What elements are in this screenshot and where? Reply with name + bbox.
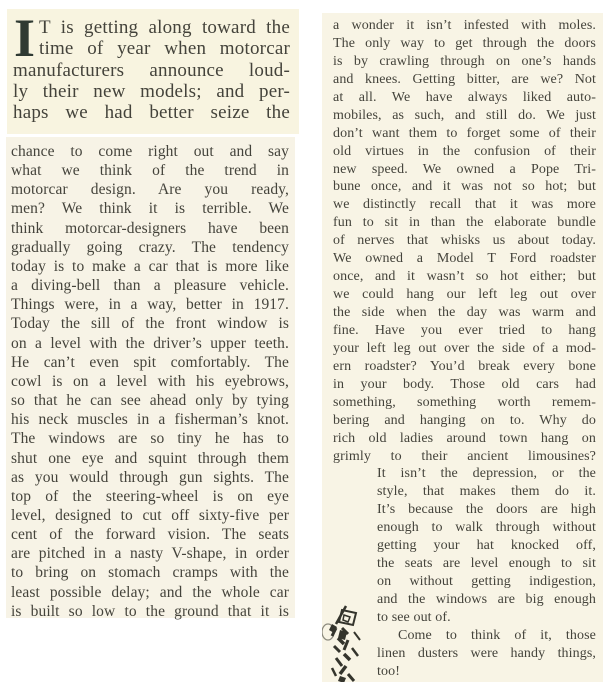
text-line: what we think of the trend in: [11, 162, 289, 180]
text-line: to see out of.: [377, 609, 451, 625]
text-line: gradually going crazy. The tendency: [11, 238, 289, 256]
text-line: in your body. Those old cars had: [333, 376, 596, 392]
text-line: as you would through gun sights. The: [11, 468, 289, 486]
text-line: Today the sill of the front window is: [11, 315, 289, 333]
text-line: at all. We have always liked auto-: [333, 89, 596, 105]
text-line: we could hang our left leg out over: [333, 287, 596, 303]
text-line: to bring on stomach cramps with the: [11, 564, 289, 582]
text-line: ly their new models; and per-: [13, 80, 290, 102]
text-line: manufacturers announce loud-: [13, 59, 290, 81]
text-line: The windows are so tiny he has to: [11, 430, 289, 448]
drop-cap-letter: I: [14, 8, 36, 68]
text-line: and knees. Getting bitter, are we? Not: [333, 71, 596, 87]
text-line: men? We think it is terrible. We: [11, 200, 289, 218]
text-line: Things were, in a way, better in 1917.: [11, 296, 289, 314]
text-line: think motorcar-designers have been: [11, 219, 289, 237]
text-line: T is getting along toward the: [39, 17, 290, 38]
text-line: The only way to get through the doors: [333, 35, 596, 51]
text-line: the side when the day was warm and: [333, 305, 596, 320]
left-column-body-block: [6, 137, 295, 618]
text-line: are pitched in a nasty V-shape, in order: [11, 545, 289, 563]
text-line: old virtues in the confusion of their: [333, 143, 596, 159]
text-line: a diving-bell than a pleasure vehicle.: [11, 277, 289, 295]
ink-sketch-illustration: [322, 604, 366, 682]
text-line: today is to make a car that is more like: [11, 257, 289, 275]
right-top-paragraph: [333, 17, 596, 465]
text-line: shut one eye and squint through them: [11, 449, 289, 467]
text-line: is by crawling through on one’s hands: [333, 53, 596, 69]
text-line: fun to sit in than the elaborate bundle: [333, 215, 596, 231]
text-line: bune once, and it was not so hot; but: [333, 179, 596, 195]
text-line: once, and it wasn’t so hot either; but: [333, 269, 596, 285]
text-line: grimly to their ancient limousines?: [333, 448, 596, 464]
text-line: style, that makes them do it.: [377, 484, 596, 500]
text-line: It isn’t the depression, or the: [377, 466, 596, 482]
text-line: your left leg out over the side of a mod-: [333, 340, 596, 356]
text-line: is built so low to the ground that it is: [11, 602, 289, 620]
text-line: his neck muscles in a fisherman’s knot.: [11, 411, 289, 429]
text-line: fine. Have you ever tried to hang: [333, 322, 596, 338]
text-line: cowl is on a level with his eyebrows,: [11, 372, 289, 390]
text-line: It’s because the doors are high: [377, 502, 596, 518]
text-line: don’t want them to forget some of their: [333, 125, 596, 141]
right-column-text: [322, 13, 603, 681]
right-column-block: [322, 13, 603, 682]
text-line: level, designed to cut off sixty-five per: [11, 506, 289, 524]
left-body-paragraph: [6, 137, 295, 621]
text-line: a wonder it isn’t infested with moles.: [333, 18, 596, 33]
text-line: linen dusters were handy things,: [377, 645, 596, 661]
text-line: mobiles, as such, and still do. We just: [333, 107, 596, 123]
text-line: chance to come right out and say: [11, 143, 289, 160]
indented-paragraph: [377, 465, 596, 626]
text-line: cent of the forward vision. The seats: [11, 526, 289, 544]
text-line: the seats are level enough to sit: [377, 556, 596, 572]
text-line: of nerves that whisks us about today.: [333, 233, 596, 249]
text-line: haps we had better seize the: [13, 102, 290, 124]
text-line: on a level with the driver’s upper teeth.: [11, 334, 289, 352]
text-line: bering and hanging on to. Why do: [333, 412, 596, 428]
text-line: Come to think of it, those: [398, 627, 596, 643]
text-line: rich old ladies around town hang on: [333, 430, 596, 446]
text-line: enough to walk through without: [377, 520, 596, 536]
text-line: He can’t even spit comfortably. The: [11, 353, 289, 371]
text-line: motorcar design. Are you ready,: [11, 181, 289, 199]
text-line: new speed. We owned a Pope Tri-: [333, 161, 596, 177]
intro-paragraph: [7, 9, 299, 123]
text-line: and the windows are big enough: [377, 592, 596, 607]
text-line: time of year when motorcar: [39, 38, 290, 60]
text-line: top of the steering-wheel is on eye: [11, 487, 289, 505]
text-line: on without getting indigestion,: [377, 574, 596, 590]
text-line: too!: [377, 663, 400, 679]
text-line: We owned a Model T Ford roadster: [333, 251, 596, 267]
left-column-intro-block: [7, 9, 299, 134]
text-line: ern roadster? You’d break every bone: [333, 358, 596, 374]
text-line: we distinctly recall that it was more: [333, 197, 596, 213]
text-line: something, something worth remem-: [333, 394, 596, 410]
closing-paragraph: [377, 627, 596, 681]
text-line: least possible delay; and the whole car: [11, 583, 289, 601]
text-line: so that he can see ahead only by tying: [11, 392, 289, 410]
text-line: getting your hat knocked off,: [377, 538, 596, 554]
